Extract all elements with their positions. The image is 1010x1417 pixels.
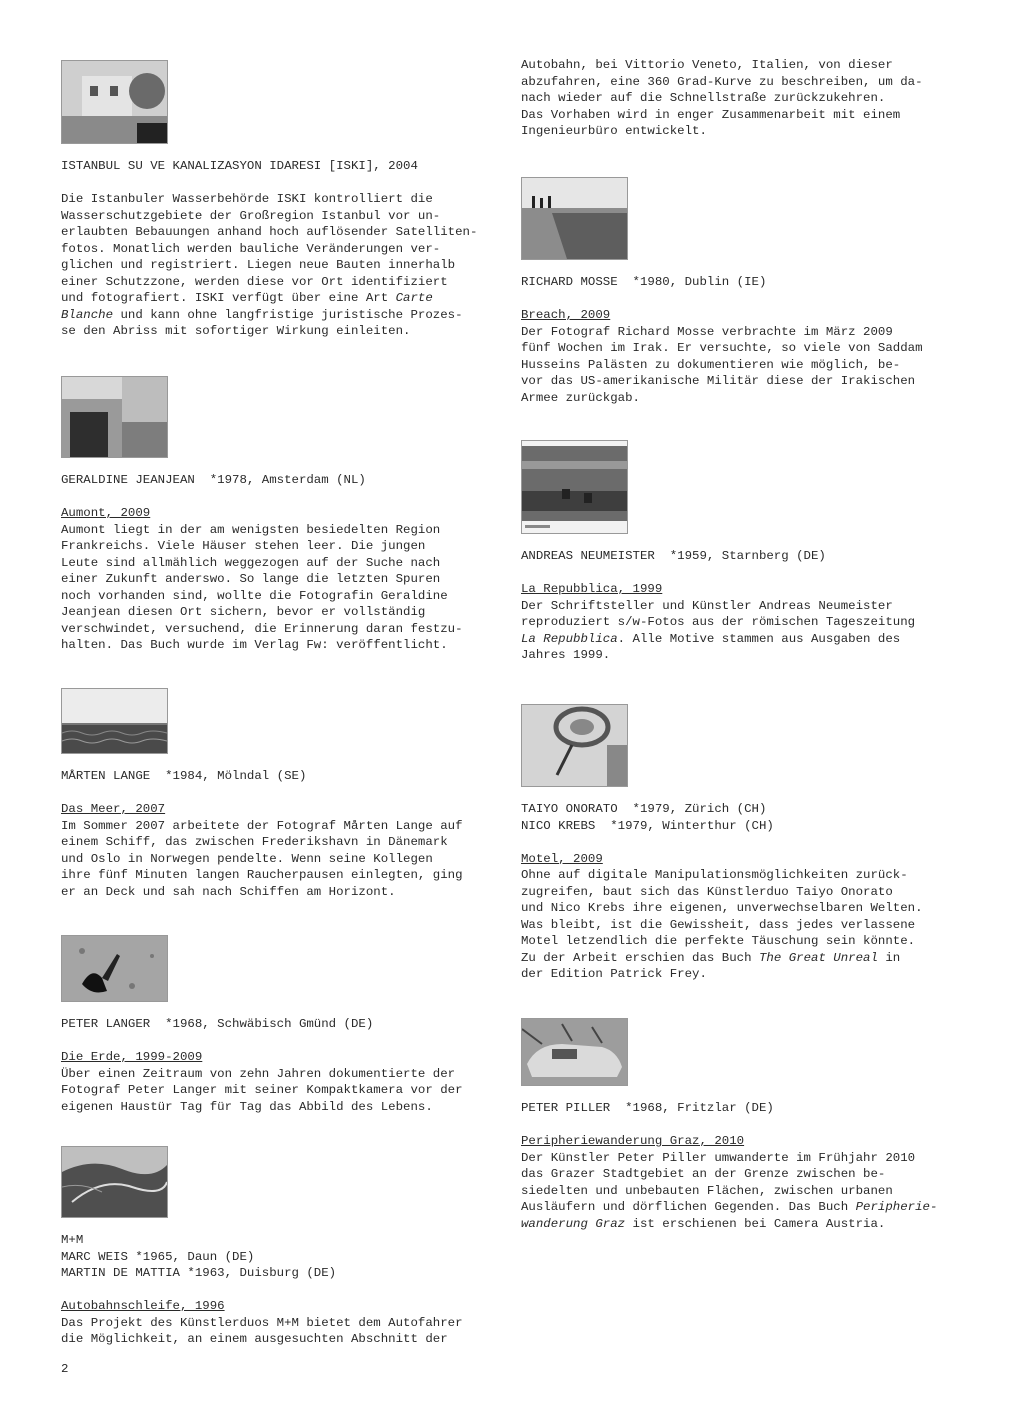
entry-heading: ISTANBUL SU VE KANALIZASYON IDARESI [ISKI], 2004 <box>61 159 418 173</box>
photo-highway <box>61 1146 168 1218</box>
entry-text: Über einen Zeitraum von zehn Jahren dokumentierte der Fotograf Peter Langer mit seiner Kompaktkamera vor der eigenen Haustür Tag für Tag das Abbild des Lebens. <box>61 1066 463 1114</box>
work-title: La Repubblica, 1999 <box>521 582 663 596</box>
entry-mm-continued <box>521 57 951 140</box>
entry-text: Die Istanbuler Wasserbehörde ISKI kontrolliert die Wasserschutzgebiete der Großregion Istanbul vor un- erlaubten Bebauungen anhand hoch auflösender Satelliten- fotos. Monatlich werden bauliche Veränderungen ver- glichen und registriert. Liegen neue Bauten innerhalb einer Schutzzone, werden diese vor Ort identifiziert und fotografiert. ISKI verfügt über eine Art Carte Blanche und kann ohne langfristige juristische Prozes- se den Abriss mit sofortiger Wirkung einleiten. <box>61 192 478 338</box>
entry-text: Autobahn, bei Vittorio Veneto, Italien, von dieser abzufahren, eine 360 Grad-Kurve zu beschreiben, um da- nach wieder auf die Schnellstraße zurückzukehren. Das Vorhaben wird in enger Zusammenarbeit mit einem Ingenieurbüro entwickelt. <box>521 58 923 138</box>
artist-name: RICHARD MOSSE *1980, Dublin (IE) <box>521 275 767 289</box>
artist-name: MARC WEIS *1965, Daun (DE) <box>61 1249 255 1264</box>
photo-sea <box>61 688 168 754</box>
artist-name: ANDREAS NEUMEISTER *1959, Starnberg (DE) <box>521 549 826 563</box>
entry-langer <box>61 935 491 1115</box>
artist-name: MARTIN DE MATTIA *1963, Duisburg (DE) <box>61 1266 337 1280</box>
entry-text: Das Projekt des Künstlerduos M+M bietet dem Autofahrer die Möglichkeit, an einem ausgesuchten Abschnitt der <box>61 1315 463 1346</box>
artist-name: MÅRTEN LANGE *1984, Mölndal (SE) <box>61 769 307 783</box>
work-title: Motel, 2009 <box>521 851 603 866</box>
artist-name: PETER PILLER *1968, Fritzlar (DE) <box>521 1101 774 1115</box>
entry-text: Der Künstler Peter Piller umwanderte im Frühjahr 2010 das Grazer Stadtgebiet an der Grenze zwischen be- siedelten und unbebauten Flächen, zwischen urbanen Ausläufern und dörflichen Gegenden. Das Buch Peripherie- wanderung Graz ist erschienen bei Camera Austria. <box>521 1150 938 1231</box>
entry-lange <box>61 688 491 900</box>
photo-car <box>521 1018 628 1086</box>
entry-piller <box>521 1018 951 1232</box>
work-title: Peripheriewanderung Graz, 2010 <box>521 1134 745 1148</box>
photo-house <box>61 60 168 144</box>
artist-name: GERALDINE JEANJEAN *1978, Amsterdam (NL) <box>61 473 366 487</box>
work-title: Breach, 2009 <box>521 308 611 322</box>
entry-text: Der Fotograf Richard Mosse verbrachte im März 2009 fünf Wochen im Irak. Er versuchte, so viele von Saddam Husseins Palästen zu dokumentieren wie möglich, be- vor das US-amerikanische Militär diese der Irakischen Armee zurückgab. <box>521 324 923 405</box>
entry-mm <box>61 1146 491 1348</box>
work-title: Das Meer, 2007 <box>61 802 166 816</box>
entry-text: Der Schriftsteller und Künstler Andreas Neumeister reproduziert s/w-Fotos aus der römischen Tageszeitung La Repubblica. Alle Motive stammen aus Ausgaben des Jahres 1999. <box>521 598 916 662</box>
entry-text: Aumont liegt in der am wenigsten besiedelten Region Frankreichs. Viele Häuser stehen leer. Die jungen Leute sind allmählich weggezogen auf der Suche nach einer Zukunft anderswo. So lange die letzten Spuren noch vorhanden sind, wollte die Fotografin Geraldine Jeanjean diesen Ort sichern, bevor er vollständig verschwindet, versuchend, die Erinnerung daran festzu- halten. Das Buch wurde im Verlag Fw: veröffentlicht. <box>61 522 463 652</box>
work-title: Die Erde, 1999-2009 <box>61 1050 203 1064</box>
photo-pool <box>521 177 628 260</box>
group-name: M+M <box>61 1233 84 1247</box>
artist-name: NICO KREBS *1979, Winterthur (CH) <box>521 818 774 833</box>
entry-neumeister <box>521 440 951 664</box>
entry-text: Ohne auf digitale Manipulationsmöglichkeiten zurück- zugreifen, baut sich das Künstlerduo Taiyo Onorato und Nico Krebs ihre eigenen, unverwechselbaren Welten. Was bleibt, ist die Gewissheit, dass jedes verlassene Motel letzendlich die perfekte Täuschung sein könnte. Zu der Arbeit erschien das Buch The Great Unreal in der Edition Patrick Frey. <box>521 868 923 981</box>
artist-name: PETER LANGER *1968, Schwäbisch Gmünd (DE) <box>61 1017 374 1031</box>
entry-mosse <box>521 177 951 406</box>
entry-jeanjean <box>61 376 491 654</box>
entry-iski <box>61 60 491 340</box>
artist-name: TAIYO ONORATO *1979, Zürich (CH) <box>521 802 767 816</box>
photo-garage <box>61 376 168 458</box>
photo-ceiling <box>521 704 628 787</box>
page-number: 2 <box>61 1362 69 1376</box>
photo-newspaper <box>521 440 628 534</box>
entry-text: Im Sommer 2007 arbeitete der Fotograf Mårten Lange auf einem Schiff, das zwischen Frederikshavn in Dänemark und Oslo in Norwegen pendelte. Wenn seine Kollegen ihre fünf Minuten langen Raucherpausen einlegten, ging er an Deck und sah nach Schiffen am Horizont. <box>61 818 463 899</box>
work-title: Aumont, 2009 <box>61 506 151 520</box>
work-title: Autobahnschleife, 1996 <box>61 1299 225 1313</box>
photo-shoe <box>61 935 168 1002</box>
entry-onorato <box>521 704 951 983</box>
